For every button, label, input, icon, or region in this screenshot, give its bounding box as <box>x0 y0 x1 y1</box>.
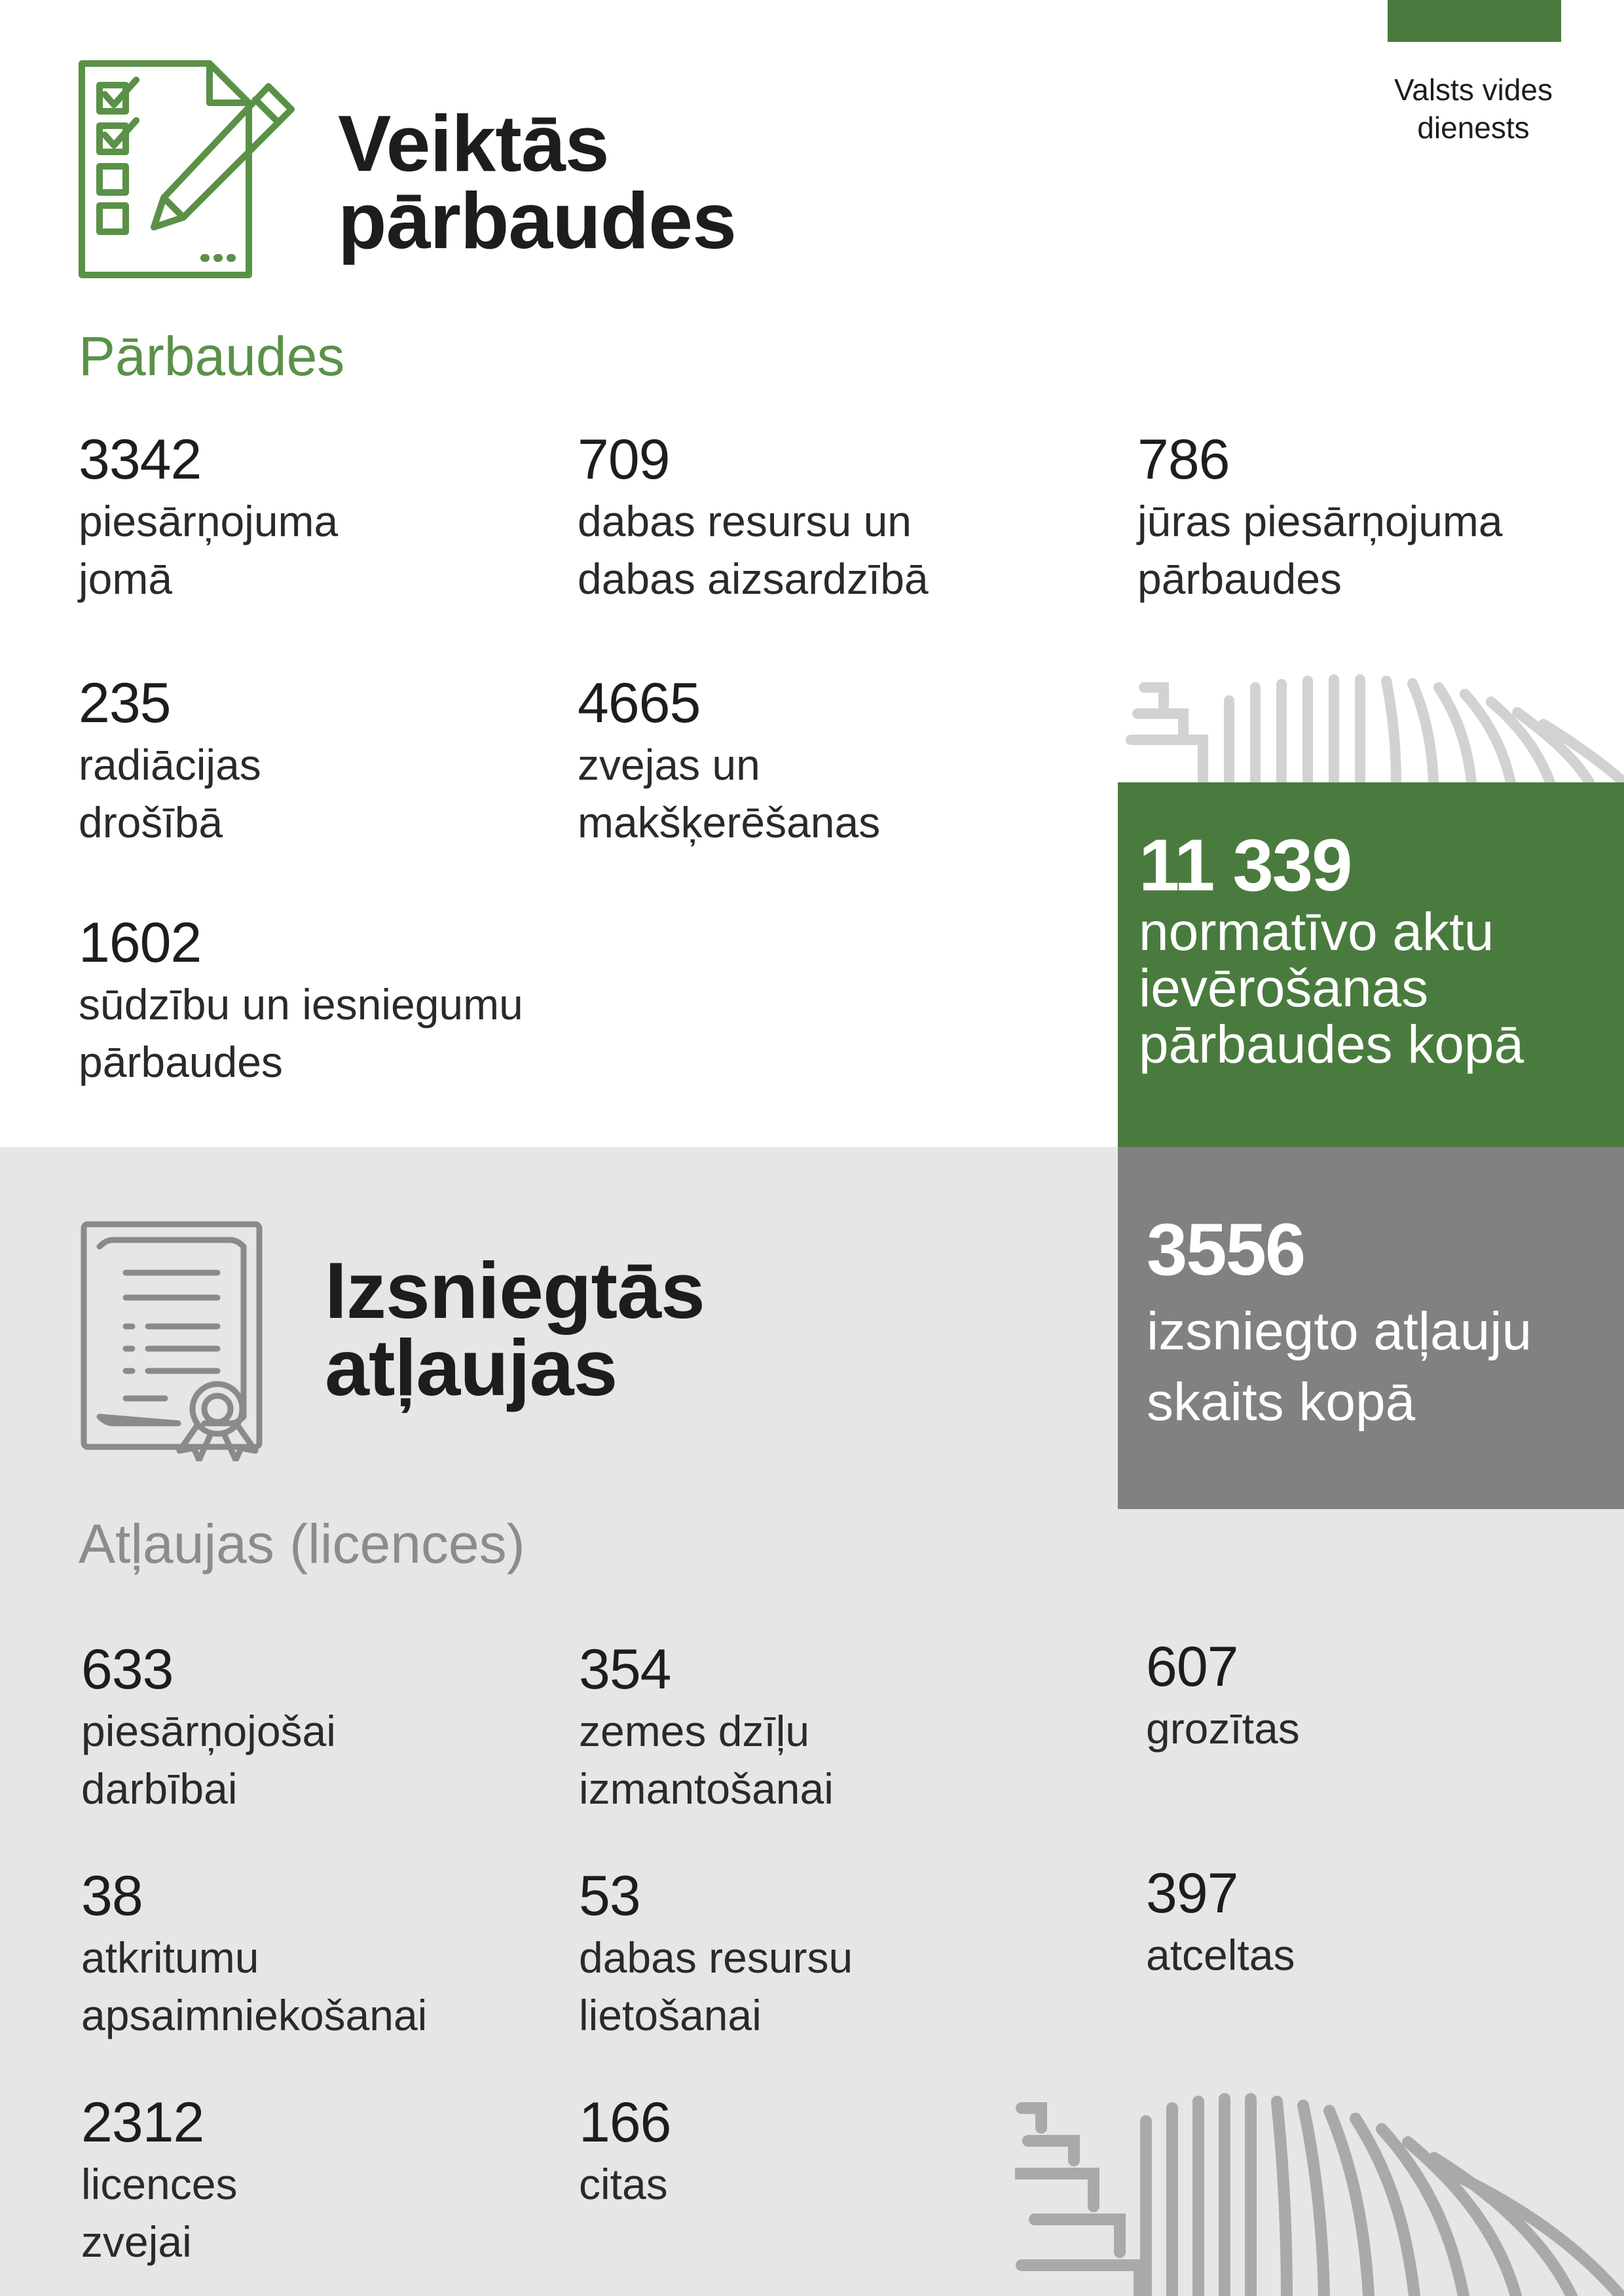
permit-stat-amended <box>1146 1634 1604 1757</box>
inspection-stat-complaints <box>79 910 668 1091</box>
permit-stat-nature-use <box>579 1863 1077 2044</box>
stat-label: radiācijas drošībā <box>79 740 261 847</box>
checklist-icon <box>79 60 301 280</box>
stat-value: 3342 <box>79 428 202 491</box>
stat-value: 1602 <box>79 911 202 974</box>
stat-value: 633 <box>81 1638 174 1701</box>
permit-stat-subsoil <box>579 1637 1077 1817</box>
stat-value: 786 <box>1137 428 1230 491</box>
stat-label: jūras piesārņojuma pārbaudes <box>1137 497 1503 603</box>
total-permits-card <box>1118 1147 1624 1509</box>
total-permits-value: 3556 <box>1147 1209 1305 1290</box>
brand-bar <box>1388 0 1561 42</box>
inspection-stat-radiation <box>79 670 576 851</box>
inspections-subtitle: Pārbaudes <box>79 325 345 387</box>
stat-label: sūdzību un iesniegumu pārbaudes <box>79 980 523 1086</box>
permit-stat-revoked <box>1146 1861 1604 1984</box>
total-permits-label: izsniegto atļauju skaits kopā <box>1147 1302 1532 1432</box>
stat-label: licences zvejai <box>81 2160 238 2266</box>
stat-value: 2312 <box>81 2091 204 2154</box>
stat-value: 53 <box>579 1865 640 1927</box>
certificate-icon <box>80 1220 265 1461</box>
stat-label: zemes dzīļu izmantošanai <box>579 1707 834 1813</box>
stat-value: 354 <box>579 1638 671 1701</box>
total-inspections-label: normatīvo aktu ievērošanas pārbaudes kopā <box>1139 902 1524 1074</box>
stat-value: 607 <box>1146 1635 1238 1698</box>
stat-value: 38 <box>81 1865 143 1927</box>
stat-value: 397 <box>1146 1862 1238 1925</box>
stat-label: dabas resursu lietošanai <box>579 1933 853 2039</box>
stat-value: 709 <box>578 428 670 491</box>
stat-value: 4665 <box>578 672 701 735</box>
stat-label: dabas resursu un dabas aizsardzībā <box>578 497 929 603</box>
total-inspections-value: 11 339 <box>1139 824 1352 906</box>
inspection-stat-fishing <box>578 670 1075 851</box>
stat-value: 235 <box>79 672 171 735</box>
stat-value: 166 <box>579 2091 671 2154</box>
permits-title: Izsniegtās atļaujas <box>325 1246 705 1412</box>
fingerprint-pattern-bottom-icon <box>1015 2082 1624 2296</box>
permit-stat-fishing-licences <box>81 2090 579 2270</box>
permit-stat-waste <box>81 1863 579 2044</box>
stat-label: piesārņojošai darbībai <box>81 1707 336 1813</box>
inspections-title: Veiktās pārbaudes <box>338 99 736 265</box>
stat-label: zvejas un makšķerēšanas <box>578 740 881 847</box>
stat-label: atkritumu apsaimniekošanai <box>81 1933 428 2039</box>
inspection-stat-pollution <box>79 427 576 608</box>
inspection-stat-marine <box>1137 427 1609 608</box>
permits-subtitle: Atļaujas (licences) <box>79 1513 525 1575</box>
permit-stat-other <box>579 2090 1077 2213</box>
total-inspections-card <box>1118 782 1624 1147</box>
stat-label: piesārņojuma jomā <box>79 497 339 603</box>
stat-label: atceltas <box>1146 1931 1295 1979</box>
fingerprint-pattern-icon <box>1118 661 1624 782</box>
inspection-stat-nature-resources <box>578 427 1075 608</box>
stat-label: grozītas <box>1146 1704 1300 1753</box>
permit-stat-polluting-activity <box>81 1637 579 1817</box>
stat-label: citas <box>579 2160 668 2208</box>
brand-name: Valsts vides dienests <box>1393 73 1553 145</box>
